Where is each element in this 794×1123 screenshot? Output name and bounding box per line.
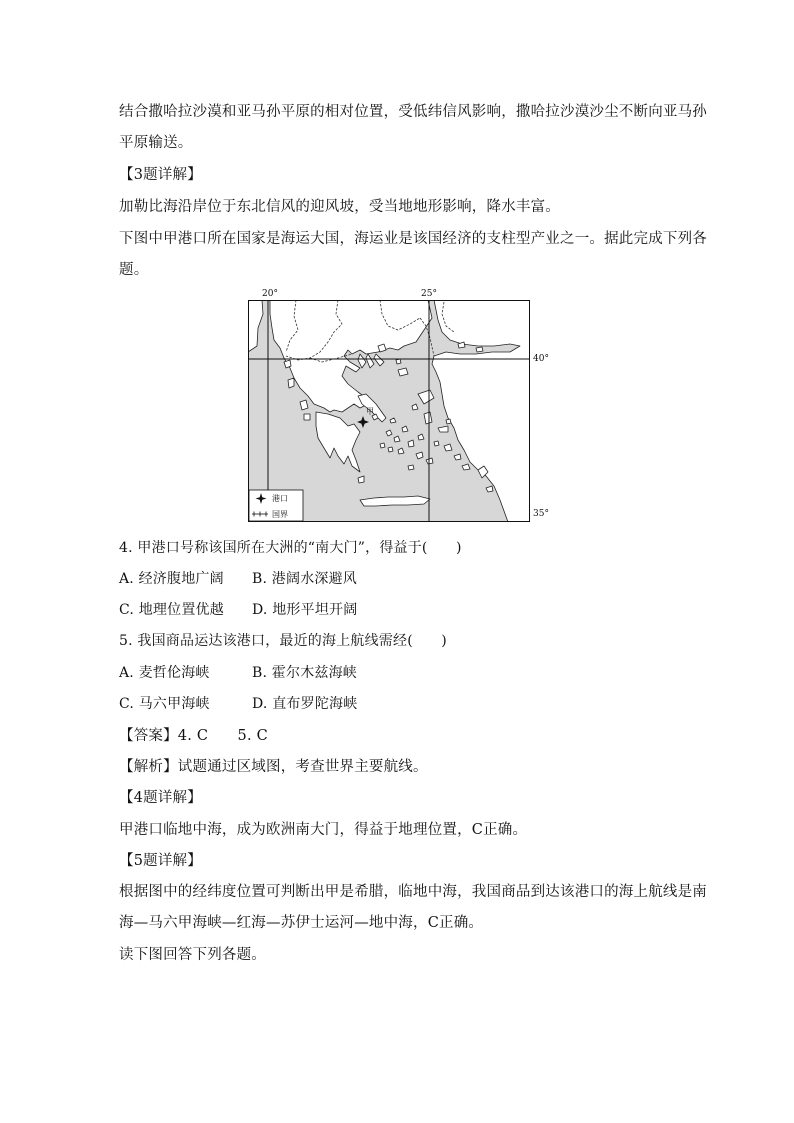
heading-q3-detail: 【3题详解】 [119,167,202,183]
q5-option-d: D. 直布罗陀海峡 [252,696,358,712]
lon-20-label: 20° [262,289,278,299]
intro-line1: 下图中甲港口所在国家是海运大国，海运业是该国经济的支柱型产业之一。据此完成下列各 [119,231,707,247]
lon-25-label: 25° [421,289,437,299]
intro-line2: 题。 [119,262,149,278]
legend-border-icon [252,512,268,517]
q5-options-row1 [119,658,689,689]
q3-detail-text: 加勒比海沿岸位于东北信风的迎风坡，受当地地形影响，降水丰富。 [119,199,560,215]
q4-options-row2 [119,595,689,626]
lat-40-label: 40° [533,354,549,364]
heading-q5-detail: 【5题详解】 [119,853,202,869]
legend-border-label: 国界 [272,510,288,519]
lat-35-label: 35° [533,509,549,519]
q5-detail-line1: 根据图中的经纬度位置可判断出甲是希腊，临地中海，我国商品到达该港口的海上航线是南 [119,884,707,900]
question-5: 5. 我国商品运达该港口，最近的海上航线需经( ) [119,633,447,649]
q5-option-c: C. 马六甲海峡 [119,696,210,712]
q4-option-c: C. 地理位置优越 [119,602,224,618]
heading-q4-detail: 【4题详解】 [119,790,202,806]
q5-option-a: A. 麦哲伦海峡 [119,665,210,681]
q4-option-d: D. 地形平坦开阔 [252,602,358,618]
q5-option-b: B. 霍尔木兹海峡 [252,665,357,681]
q4-detail-text: 甲港口临地中海，成为欧洲南大门，得益于地理位置，C正确。 [119,822,528,838]
map-legend [249,490,303,521]
q5-options-row2 [119,689,689,720]
q5-detail-line2: 海—马六甲海峡—红海—苏伊士运河—地中海，C正确。 [119,915,484,931]
q4-option-a: A. 经济腹地广阔 [119,571,224,587]
port-jia-label: 甲 [366,407,374,416]
question-4: 4. 甲港口号称该国所在大洲的“南大门”，得益于( ) [119,540,462,556]
analysis-line: 【解析】试题通过区域图，考查世界主要航线。 [119,759,428,775]
closing-instruction: 读下图回答下列各题。 [119,947,266,963]
p1-line2: 平原输送。 [119,135,193,151]
legend-port-label: 港口 [272,494,288,503]
q4-options-row1 [119,564,689,595]
answer-line: 【答案】4. C 5. C [119,728,268,744]
q4-option-b: B. 港阔水深避风 [252,571,357,587]
p1-line1: 结合撒哈拉沙漠和亚马孙平原的相对位置，受低纬信风影响，撒哈拉沙漠沙尘不断向亚马孙 [119,104,707,120]
greece-map-figure [248,300,530,522]
